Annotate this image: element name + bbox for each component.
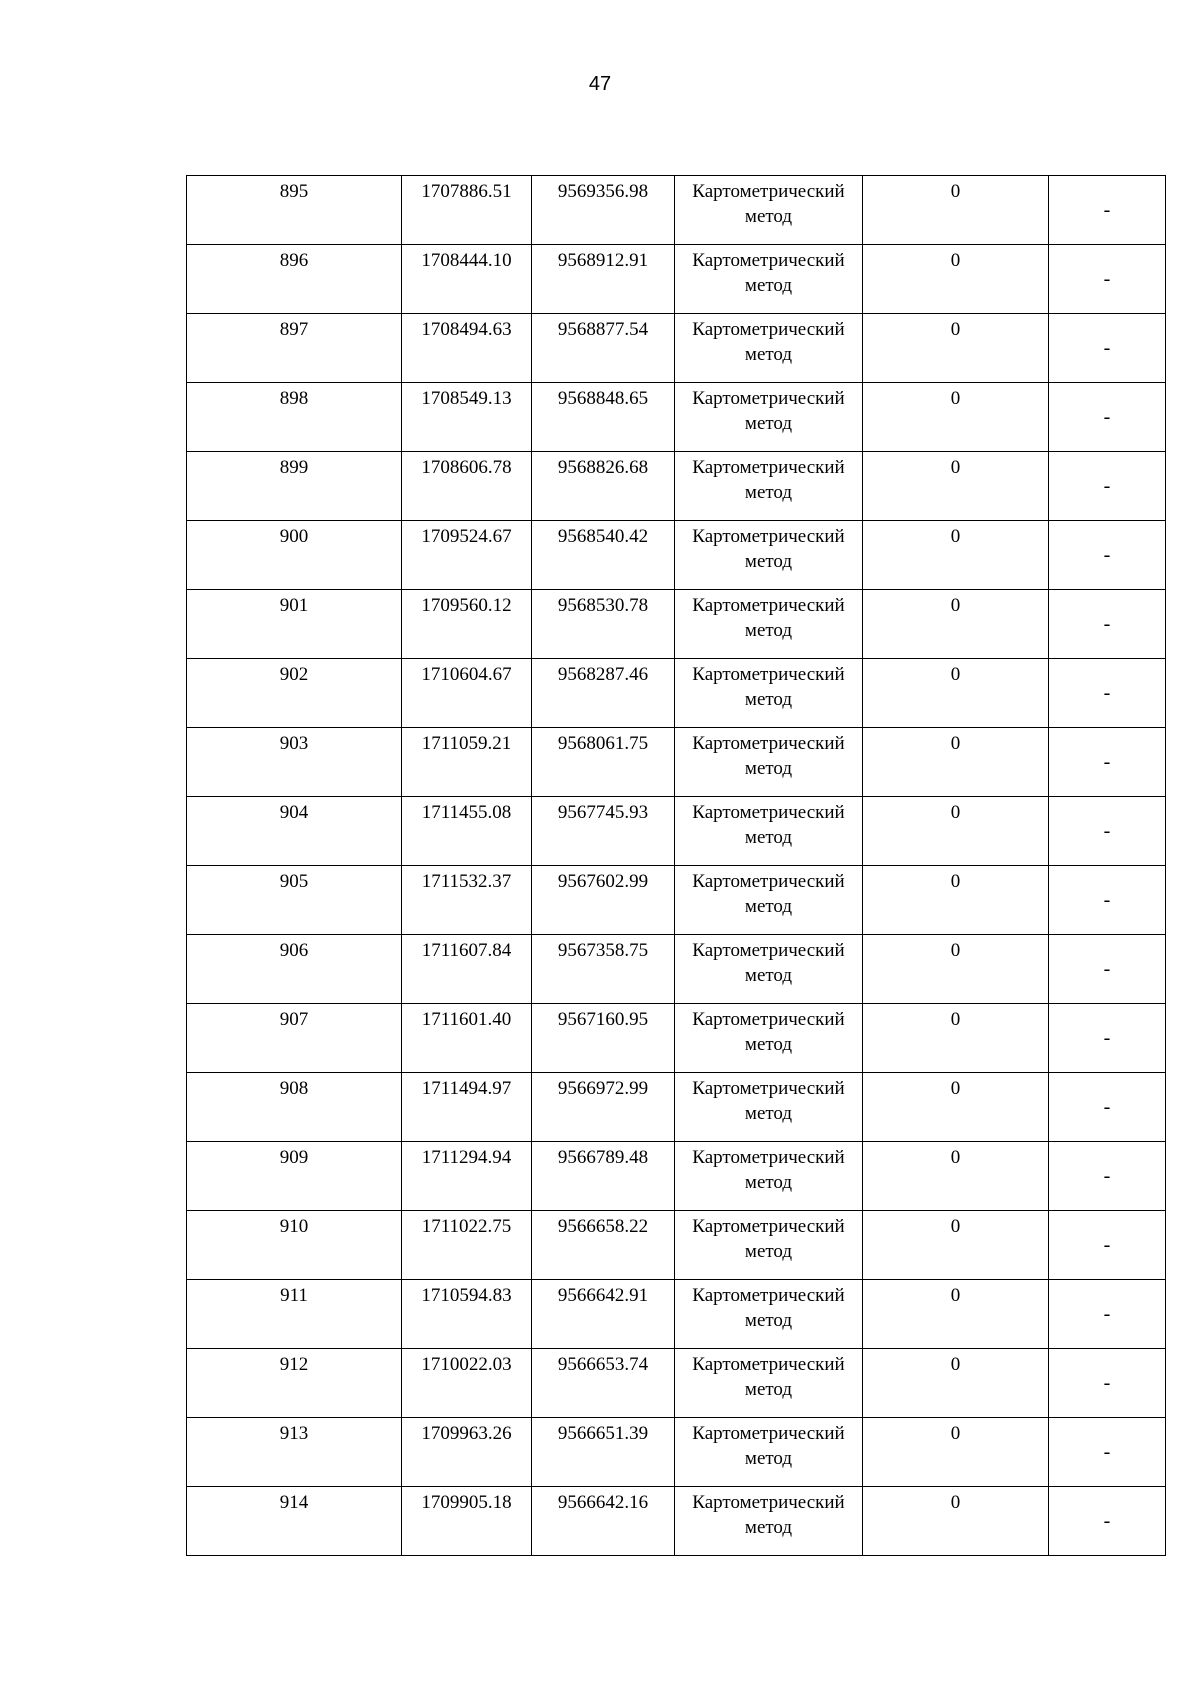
table-body xyxy=(187,176,1166,1556)
error-cell xyxy=(863,659,1049,728)
table-row xyxy=(187,176,1166,245)
error-cell xyxy=(863,245,1049,314)
table-row xyxy=(187,1349,1166,1418)
description-cell xyxy=(1049,1349,1166,1418)
point-number-cell xyxy=(187,1004,402,1073)
method-cell-text: Картометрический метод xyxy=(692,1492,845,1538)
method-cell xyxy=(675,176,863,245)
point-number-cell xyxy=(187,1142,402,1211)
y-coordinate-cell-text: 9568877.54 xyxy=(557,319,649,340)
description-cell-text: - xyxy=(1103,1509,1111,1532)
table-row xyxy=(187,1418,1166,1487)
y-coordinate-cell-text: 9566642.91 xyxy=(557,1285,649,1306)
error-cell xyxy=(863,797,1049,866)
x-coordinate-cell-text: 1708606.78 xyxy=(421,457,512,478)
point-number-cell xyxy=(187,1487,402,1556)
method-cell xyxy=(675,521,863,590)
x-coordinate-cell-text: 1711294.94 xyxy=(421,1147,512,1168)
error-cell-text: 0 xyxy=(950,733,961,754)
method-cell-text: Картометрический метод xyxy=(692,664,845,710)
description-cell xyxy=(1049,659,1166,728)
error-cell-text: 0 xyxy=(950,1216,961,1237)
x-coordinate-cell-text: 1711022.75 xyxy=(421,1216,512,1237)
description-cell xyxy=(1049,797,1166,866)
error-cell xyxy=(863,176,1049,245)
method-cell-text: Картометрический метод xyxy=(692,1285,845,1331)
method-cell xyxy=(675,1142,863,1211)
y-coordinate-cell xyxy=(532,1004,675,1073)
x-coordinate-cell xyxy=(402,176,532,245)
point-number-cell-text: 903 xyxy=(279,733,309,754)
point-number-cell-text: 902 xyxy=(279,664,309,685)
description-cell-text: - xyxy=(1103,1164,1111,1187)
y-coordinate-cell xyxy=(532,452,675,521)
description-cell xyxy=(1049,314,1166,383)
method-cell xyxy=(675,452,863,521)
point-number-cell-text: 905 xyxy=(279,871,309,892)
y-coordinate-cell xyxy=(532,1142,675,1211)
x-coordinate-cell-text: 1710604.67 xyxy=(421,664,512,685)
error-cell-text: 0 xyxy=(950,664,961,685)
y-coordinate-cell xyxy=(532,314,675,383)
error-cell-text: 0 xyxy=(950,526,961,547)
description-cell-text: - xyxy=(1103,267,1111,290)
x-coordinate-cell xyxy=(402,383,532,452)
point-number-cell-text: 912 xyxy=(279,1354,309,1375)
table-row xyxy=(187,1004,1166,1073)
description-cell-text: - xyxy=(1103,1302,1111,1325)
point-number-cell-text: 900 xyxy=(279,526,309,547)
description-cell-text: - xyxy=(1103,1440,1111,1463)
method-cell xyxy=(675,1211,863,1280)
table-row xyxy=(187,866,1166,935)
point-number-cell-text: 910 xyxy=(279,1216,309,1237)
y-coordinate-cell xyxy=(532,1280,675,1349)
table-row xyxy=(187,797,1166,866)
x-coordinate-cell xyxy=(402,797,532,866)
error-cell-text: 0 xyxy=(950,1423,961,1444)
x-coordinate-cell xyxy=(402,1211,532,1280)
y-coordinate-cell xyxy=(532,728,675,797)
description-cell xyxy=(1049,590,1166,659)
error-cell xyxy=(863,1004,1049,1073)
method-cell-text: Картометрический метод xyxy=(692,1216,845,1262)
y-coordinate-cell xyxy=(532,1073,675,1142)
error-cell xyxy=(863,452,1049,521)
method-cell xyxy=(675,1349,863,1418)
table-row xyxy=(187,935,1166,1004)
table-row xyxy=(187,314,1166,383)
error-cell xyxy=(863,314,1049,383)
y-coordinate-cell xyxy=(532,383,675,452)
description-cell-text: - xyxy=(1103,888,1111,911)
error-cell-text: 0 xyxy=(950,802,961,823)
method-cell-text: Картометрический метод xyxy=(692,1423,845,1469)
x-coordinate-cell xyxy=(402,1073,532,1142)
y-coordinate-cell-text: 9567160.95 xyxy=(557,1009,649,1030)
error-cell-text: 0 xyxy=(950,1354,961,1375)
method-cell-text: Картометрический метод xyxy=(692,595,845,641)
method-cell-text: Картометрический метод xyxy=(692,733,845,779)
point-number-cell-text: 908 xyxy=(279,1078,309,1099)
description-cell xyxy=(1049,521,1166,590)
description-cell-text: - xyxy=(1103,1026,1111,1049)
description-cell xyxy=(1049,1487,1166,1556)
description-cell xyxy=(1049,383,1166,452)
error-cell-text: 0 xyxy=(950,319,961,340)
point-number-cell xyxy=(187,728,402,797)
error-cell xyxy=(863,1349,1049,1418)
y-coordinate-cell-text: 9566653.74 xyxy=(557,1354,649,1375)
coordinates-table xyxy=(186,175,1166,1556)
method-cell xyxy=(675,590,863,659)
point-number-cell xyxy=(187,521,402,590)
point-number-cell-text: 907 xyxy=(279,1009,309,1030)
point-number-cell xyxy=(187,1073,402,1142)
y-coordinate-cell xyxy=(532,659,675,728)
error-cell-text: 0 xyxy=(950,940,961,961)
y-coordinate-cell xyxy=(532,1487,675,1556)
method-cell-text: Картометрический метод xyxy=(692,250,845,296)
y-coordinate-cell-text: 9568530.78 xyxy=(557,595,649,616)
method-cell-text: Картометрический метод xyxy=(692,1009,845,1055)
y-coordinate-cell-text: 9568912.91 xyxy=(557,250,649,271)
method-cell-text: Картометрический метод xyxy=(692,526,845,572)
point-number-cell xyxy=(187,866,402,935)
x-coordinate-cell-text: 1711455.08 xyxy=(421,802,512,823)
description-cell-text: - xyxy=(1103,405,1111,428)
method-cell-text: Картометрический метод xyxy=(692,388,845,434)
y-coordinate-cell-text: 9566789.48 xyxy=(557,1147,649,1168)
point-number-cell xyxy=(187,1280,402,1349)
description-cell xyxy=(1049,245,1166,314)
x-coordinate-cell xyxy=(402,659,532,728)
method-cell xyxy=(675,383,863,452)
description-cell xyxy=(1049,1211,1166,1280)
error-cell xyxy=(863,1418,1049,1487)
x-coordinate-cell-text: 1711532.37 xyxy=(421,871,512,892)
x-coordinate-cell xyxy=(402,590,532,659)
method-cell-text: Картометрический метод xyxy=(692,1078,845,1124)
x-coordinate-cell-text: 1710022.03 xyxy=(421,1354,512,1375)
method-cell-text: Картометрический метод xyxy=(692,940,845,986)
point-number-cell xyxy=(187,797,402,866)
x-coordinate-cell-text: 1707886.51 xyxy=(421,181,512,202)
point-number-cell xyxy=(187,314,402,383)
description-cell-text: - xyxy=(1103,681,1111,704)
description-cell xyxy=(1049,452,1166,521)
x-coordinate-cell xyxy=(402,728,532,797)
table-row xyxy=(187,659,1166,728)
table-row xyxy=(187,1142,1166,1211)
description-cell xyxy=(1049,1142,1166,1211)
method-cell xyxy=(675,866,863,935)
method-cell xyxy=(675,245,863,314)
point-number-cell xyxy=(187,452,402,521)
method-cell-text: Картометрический метод xyxy=(692,1147,845,1193)
point-number-cell-text: 901 xyxy=(279,595,309,616)
description-cell xyxy=(1049,1418,1166,1487)
error-cell xyxy=(863,1142,1049,1211)
error-cell xyxy=(863,590,1049,659)
error-cell-text: 0 xyxy=(950,595,961,616)
x-coordinate-cell xyxy=(402,1004,532,1073)
x-coordinate-cell xyxy=(402,314,532,383)
description-cell xyxy=(1049,866,1166,935)
y-coordinate-cell-text: 9569356.98 xyxy=(557,181,649,202)
y-coordinate-cell xyxy=(532,1211,675,1280)
method-cell xyxy=(675,1280,863,1349)
y-coordinate-cell xyxy=(532,1349,675,1418)
description-cell xyxy=(1049,176,1166,245)
x-coordinate-cell xyxy=(402,245,532,314)
description-cell xyxy=(1049,935,1166,1004)
x-coordinate-cell xyxy=(402,1142,532,1211)
method-cell xyxy=(675,314,863,383)
point-number-cell xyxy=(187,659,402,728)
x-coordinate-cell-text: 1711601.40 xyxy=(421,1009,512,1030)
y-coordinate-cell xyxy=(532,590,675,659)
error-cell xyxy=(863,728,1049,797)
point-number-cell-text: 911 xyxy=(280,1285,308,1306)
error-cell xyxy=(863,935,1049,1004)
y-coordinate-cell-text: 9567602.99 xyxy=(557,871,649,892)
error-cell-text: 0 xyxy=(950,388,961,409)
x-coordinate-cell xyxy=(402,1418,532,1487)
table-row xyxy=(187,728,1166,797)
description-cell-text: - xyxy=(1103,957,1111,980)
method-cell xyxy=(675,1004,863,1073)
point-number-cell-text: 904 xyxy=(279,802,309,823)
table-row xyxy=(187,1280,1166,1349)
error-cell-text: 0 xyxy=(950,1285,961,1306)
y-coordinate-cell xyxy=(532,245,675,314)
description-cell xyxy=(1049,728,1166,797)
x-coordinate-cell-text: 1708549.13 xyxy=(421,388,512,409)
method-cell-text: Картометрический метод xyxy=(692,871,845,917)
error-cell-text: 0 xyxy=(950,1009,961,1030)
method-cell xyxy=(675,935,863,1004)
x-coordinate-cell-text: 1709963.26 xyxy=(421,1423,512,1444)
error-cell-text: 0 xyxy=(950,1147,961,1168)
method-cell-text: Картометрический метод xyxy=(692,457,845,503)
y-coordinate-cell-text: 9568540.42 xyxy=(557,526,649,547)
point-number-cell-text: 899 xyxy=(279,457,309,478)
y-coordinate-cell-text: 9566972.99 xyxy=(557,1078,649,1099)
table-row xyxy=(187,1073,1166,1142)
table-row xyxy=(187,245,1166,314)
y-coordinate-cell xyxy=(532,797,675,866)
x-coordinate-cell xyxy=(402,866,532,935)
method-cell xyxy=(675,1418,863,1487)
error-cell-text: 0 xyxy=(950,250,961,271)
error-cell xyxy=(863,866,1049,935)
description-cell xyxy=(1049,1004,1166,1073)
point-number-cell xyxy=(187,176,402,245)
error-cell xyxy=(863,383,1049,452)
table-row xyxy=(187,452,1166,521)
point-number-cell xyxy=(187,1418,402,1487)
table-row xyxy=(187,1211,1166,1280)
method-cell-text: Картометрический метод xyxy=(692,802,845,848)
x-coordinate-cell xyxy=(402,935,532,1004)
method-cell xyxy=(675,659,863,728)
method-cell-text: Картометрический метод xyxy=(692,319,845,365)
method-cell xyxy=(675,797,863,866)
description-cell-text: - xyxy=(1103,474,1111,497)
description-cell xyxy=(1049,1280,1166,1349)
error-cell-text: 0 xyxy=(950,1078,961,1099)
y-coordinate-cell xyxy=(532,176,675,245)
point-number-cell xyxy=(187,383,402,452)
x-coordinate-cell-text: 1709560.12 xyxy=(421,595,512,616)
x-coordinate-cell-text: 1708494.63 xyxy=(421,319,512,340)
method-cell-text: Картометрический метод xyxy=(692,1354,845,1400)
point-number-cell-text: 914 xyxy=(279,1492,309,1513)
point-number-cell-text: 896 xyxy=(279,250,309,271)
description-cell-text: - xyxy=(1103,612,1111,635)
point-number-cell-text: 909 xyxy=(279,1147,309,1168)
x-coordinate-cell-text: 1711494.97 xyxy=(421,1078,512,1099)
page-number: 47 xyxy=(588,73,612,95)
x-coordinate-cell xyxy=(402,452,532,521)
x-coordinate-cell-text: 1708444.10 xyxy=(421,250,512,271)
y-coordinate-cell-text: 9568826.68 xyxy=(557,457,649,478)
description-cell-text: - xyxy=(1103,543,1111,566)
error-cell-text: 0 xyxy=(950,1492,961,1513)
description-cell-text: - xyxy=(1103,1233,1111,1256)
point-number-cell xyxy=(187,1349,402,1418)
x-coordinate-cell-text: 1711059.21 xyxy=(421,733,512,754)
x-coordinate-cell xyxy=(402,1487,532,1556)
description-cell-text: - xyxy=(1103,1095,1111,1118)
error-cell-text: 0 xyxy=(950,181,961,202)
point-number-cell-text: 895 xyxy=(279,181,309,202)
y-coordinate-cell xyxy=(532,1418,675,1487)
point-number-cell xyxy=(187,1211,402,1280)
x-coordinate-cell-text: 1709524.67 xyxy=(421,526,512,547)
point-number-cell xyxy=(187,245,402,314)
table-row xyxy=(187,590,1166,659)
table-row xyxy=(187,383,1166,452)
x-coordinate-cell-text: 1710594.83 xyxy=(421,1285,512,1306)
y-coordinate-cell-text: 9566642.16 xyxy=(557,1492,649,1513)
x-coordinate-cell xyxy=(402,521,532,590)
method-cell-text: Картометрический метод xyxy=(692,181,845,227)
error-cell-text: 0 xyxy=(950,457,961,478)
point-number-cell-text: 897 xyxy=(279,319,309,340)
y-coordinate-cell-text: 9567745.93 xyxy=(557,802,649,823)
method-cell xyxy=(675,728,863,797)
description-cell-text: - xyxy=(1103,819,1111,842)
y-coordinate-cell xyxy=(532,521,675,590)
point-number-cell-text: 906 xyxy=(279,940,309,961)
description-cell-text: - xyxy=(1103,1371,1111,1394)
description-cell-text: - xyxy=(1103,750,1111,773)
y-coordinate-cell-text: 9568061.75 xyxy=(557,733,649,754)
description-cell xyxy=(1049,1073,1166,1142)
description-cell-text: - xyxy=(1103,336,1111,359)
x-coordinate-cell xyxy=(402,1349,532,1418)
x-coordinate-cell xyxy=(402,1280,532,1349)
table-row xyxy=(187,1487,1166,1556)
point-number-cell-text: 898 xyxy=(279,388,309,409)
error-cell xyxy=(863,1487,1049,1556)
y-coordinate-cell xyxy=(532,935,675,1004)
point-number-cell xyxy=(187,935,402,1004)
method-cell xyxy=(675,1073,863,1142)
error-cell xyxy=(863,1211,1049,1280)
x-coordinate-cell-text: 1711607.84 xyxy=(421,940,512,961)
table-row xyxy=(187,521,1166,590)
x-coordinate-cell-text: 1709905.18 xyxy=(421,1492,512,1513)
y-coordinate-cell-text: 9566651.39 xyxy=(557,1423,649,1444)
error-cell-text: 0 xyxy=(950,871,961,892)
error-cell xyxy=(863,1073,1049,1142)
y-coordinate-cell-text: 9568848.65 xyxy=(557,388,649,409)
y-coordinate-cell-text: 9566658.22 xyxy=(557,1216,649,1237)
description-cell-text: - xyxy=(1103,198,1111,221)
point-number-cell-text: 913 xyxy=(279,1423,309,1444)
y-coordinate-cell xyxy=(532,866,675,935)
error-cell xyxy=(863,521,1049,590)
method-cell xyxy=(675,1487,863,1556)
y-coordinate-cell-text: 9567358.75 xyxy=(557,940,649,961)
y-coordinate-cell-text: 9568287.46 xyxy=(557,664,649,685)
point-number-cell xyxy=(187,590,402,659)
error-cell xyxy=(863,1280,1049,1349)
